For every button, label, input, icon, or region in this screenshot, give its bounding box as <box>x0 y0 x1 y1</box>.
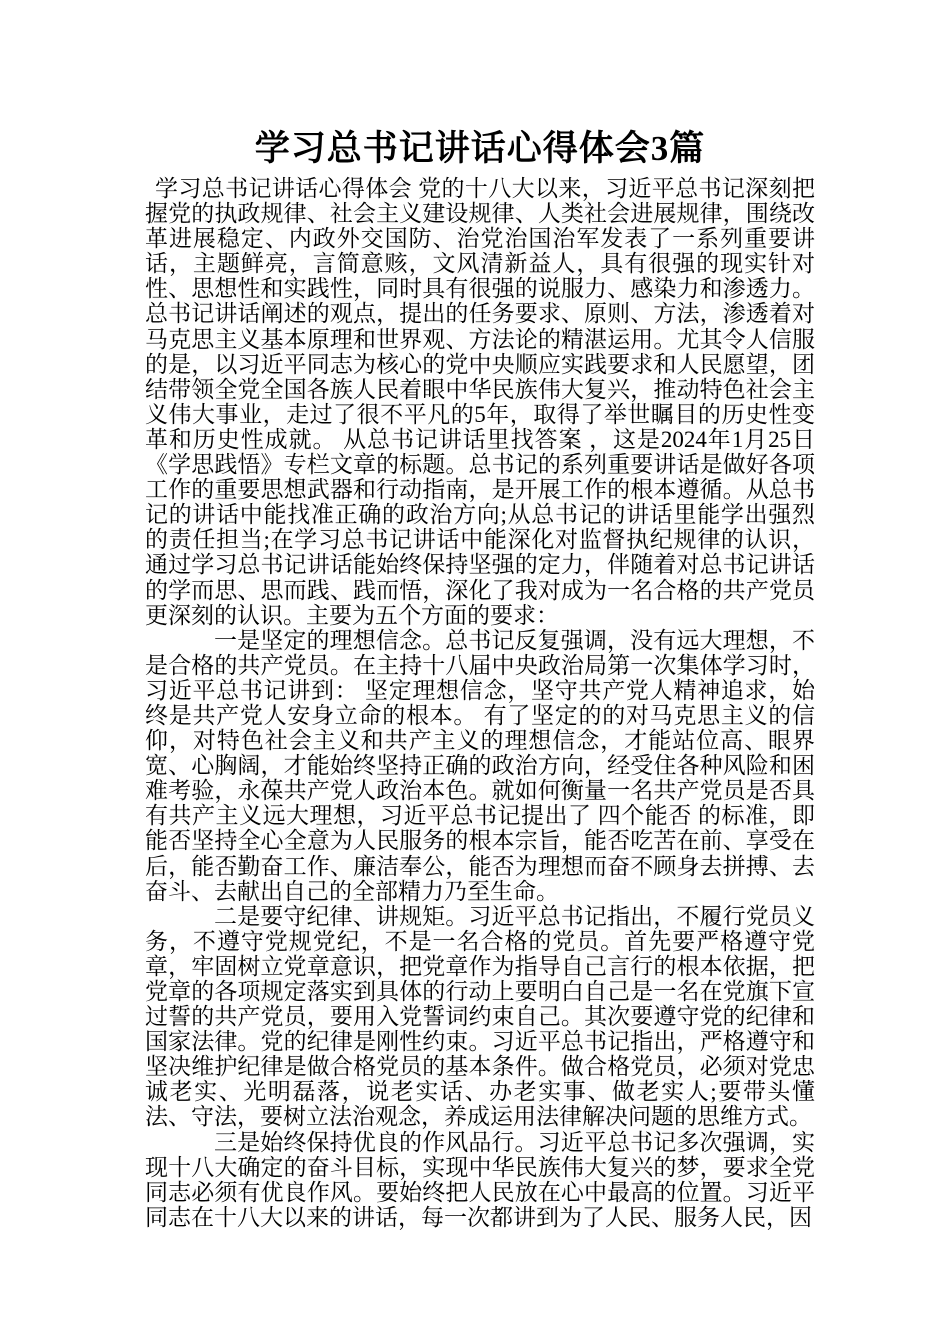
document-title: 学习总书记讲话心得体会3篇 <box>254 129 706 168</box>
paragraph-4: 三是始终保持优良的作风品行。习近平总书记多次强调，实现十八大确定的奋斗目标，实现中华民族伟大复兴的梦，要求全党同志必须有优良作风。要始终把人民放在心中最高的位置。习近平同志在十八大以来的讲话，每一次都讲到为了人民、服务人民，因 <box>145 1129 815 1230</box>
paragraph-1: 学习总书记讲话心得体会 党的十八大以来，习近平总书记深刻把握党的执政规律、社会主义建设规律、人类社会进展规律，围绕改革进展稳定、内政外交国防、治党治国治军发表了一系列重要讲话，主题鲜亮，言简意赅，文风清新益人，具有很强的现实针对性、思想性和实践性，同时具有很强的说服力、感染力和渗透力。总书记讲话阐述的观点，提出的任务要求、原则、方法，渗透着对马克思主义基本原理和世界观、方法论的精湛运用。尤其令人信服的是，以习近平同志为核心的党中央顺应实践要求和人民愿望，团结带领全党全国各族人民着眼中华民族伟大复兴，推动特色社会主义伟大事业，走过了很不平凡的5年，取得了举世瞩目的历史性变革和历史性成就。 从总书记讲话里找答案 ，这是2024年1月25日《学思践悟》专栏文章的标题。总书记的系列重要讲话是做好各项工作的重要思想武器和行动指南，是开展工作的根本遵循。从总书记的讲话中能找准正确的政治方向;从总书记的讲话里能学出强烈的责任担当;在学习总书记讲话中能深化对监督执纪规律的认识，通过学习总书记讲话能始终保持坚强的定力，伴随着对总书记讲话的学而思、思而践、践而悟，深化了我对成为一名合格的共产党员更深刻的认识。主要为五个方面的要求： <box>145 176 815 628</box>
document-content <box>145 0 815 1230</box>
document-body <box>145 176 815 1230</box>
paragraph-3: 二是要守纪律、讲规矩。习近平总书记指出，不履行党员义务，不遵守党规党纪，不是一名合格的党员。首先要严格遵守党章，牢固树立党章意识，把党章作为指导自己言行的根本依据，把党章的各项规定落实到具体的行动上要明白自己是一名在党旗下宣过誓的共产党员，要用入党誓词约束自己。其次要遵守党的纪律和国家法律。党的纪律是刚性约束。习近平总书记指出，严格遵守和坚决维护纪律是做合格党员的基本条件。做合格党员，必须对党忠诚老实、光明磊落，说老实话、办老实事、做老实人;要带头懂法、守法，要树立法治观念，养成运用法律解决问题的思维方式。 <box>145 903 815 1130</box>
paragraph-2: 一是坚定的理想信念。总书记反复强调，没有远大理想，不是合格的共产党员。在主持十八届中央政治局第一次集体学习时，习近平总书记讲到： 坚定理想信念，坚守共产党人精神追求，始终是共产党人安身立命的根本。 有了坚定的的对马克思主义的信仰，对特色社会主义和共产主义的理想信念，才能站位高、眼界宽、心胸阔，才能始终坚持正确的政治方向，经受住各种风险和困难考验，永葆共产党人政治本色。就如何衡量一名共产党员是否具有共产主义远大理想，习近平总书记提出了 四个能否 的标准，即能否坚持全心全意为人民服务的根本宗旨，能否吃苦在前、享受在后，能否勤奋工作、廉洁奉公，能否为理想而奋不顾身去拼搏、去奋斗、去献出自己的全部精力乃至生命。 <box>145 627 815 904</box>
